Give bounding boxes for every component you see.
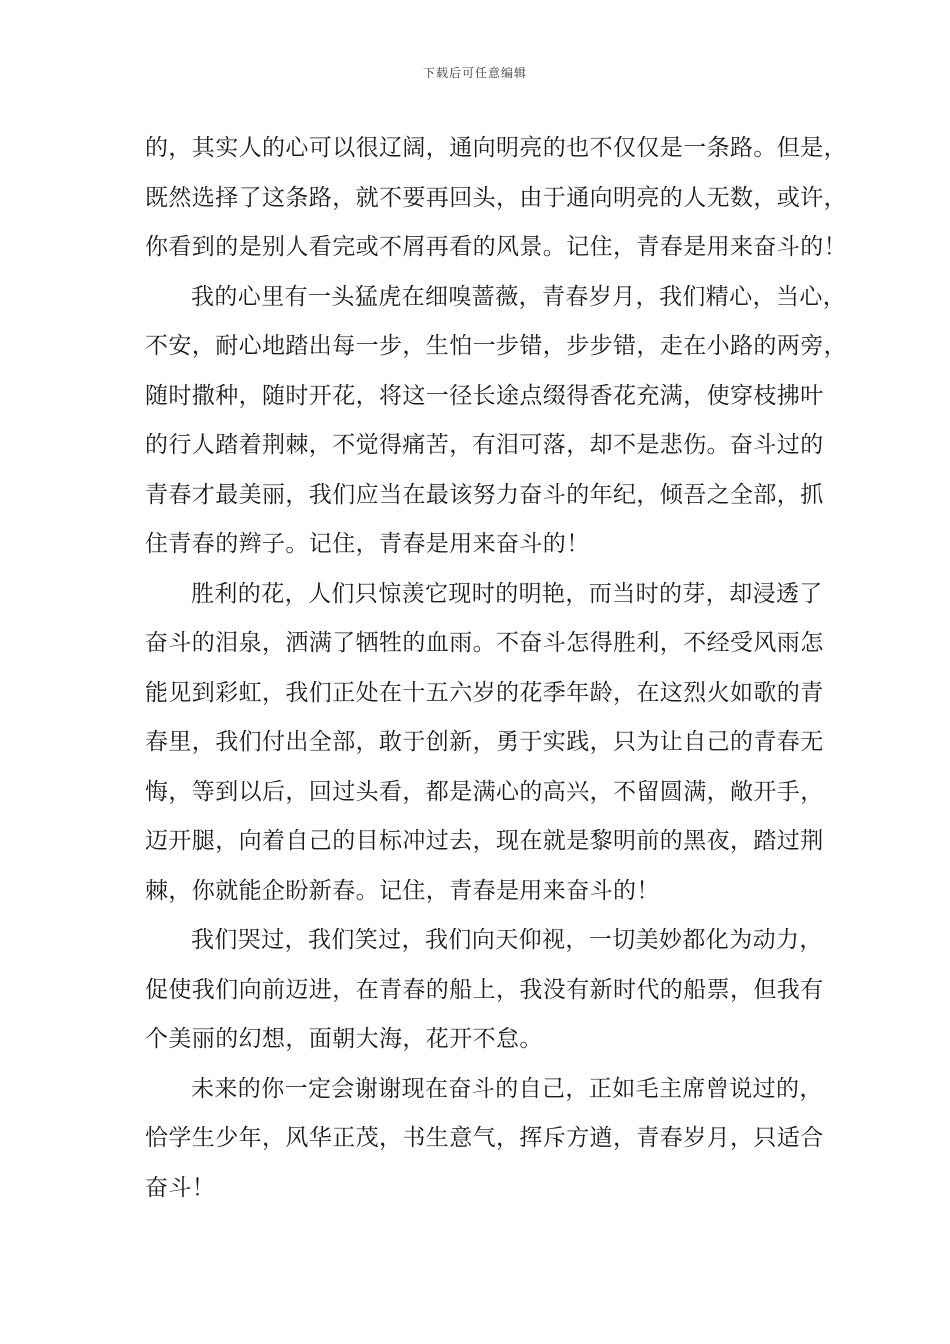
text-line: 随时撒种，随时开花，将这一径长途点缀得香花充满，使穿枝拂叶 [145, 382, 824, 409]
text-line: 青春才最美丽，我们应当在最该努力奋斗的年纪，倾吾之全部，抓 [145, 481, 824, 508]
text-line: 能见到彩虹，我们正处在十五六岁的花季年龄，在这烈火如歌的青 [145, 679, 824, 706]
paragraph-first-line: 未来的你一定会谢谢现在奋斗的自己，正如毛主席曾说过的， [191, 1075, 823, 1102]
text-line: 的，其实人的心可以很辽阔，通向明亮的也不仅仅是一条路。但是， [145, 135, 847, 161]
text-line: 奋斗！ [145, 1174, 216, 1201]
text-line: 棘，你就能企盼新春。记住，青春是用来奋斗的！ [145, 877, 660, 904]
text-line: 住青春的辫子。记住，青春是用来奋斗的！ [145, 531, 590, 557]
text-line: 恰学生少年，风华正茂，书生意气，挥斥方遒，青春岁月，只适合 [145, 1125, 824, 1151]
paragraph-first-line: 胜利的花，人们只惊羡它现时的明艳，而当时的芽，却浸透了 [191, 580, 823, 607]
text-line: 春里，我们付出全部，敢于创新，勇于实践，只为让自己的青春无 [145, 729, 824, 755]
text-line: 迈开腿，向着自己的目标冲过去，现在就是黎明前的黑夜，踏过荆 [145, 828, 824, 854]
text-line: 悔，等到以后，回过头看，都是满心的高兴，不留圆满，敞开手， [145, 778, 824, 805]
text-line: 不安，耐心地踏出每一步，生怕一步错，步步错，走在小路的两旁， [145, 333, 847, 359]
page-header: 下载后可任意编辑 [422, 66, 527, 80]
paragraph-first-line: 我们哭过，我们笑过，我们向天仰视，一切美妙都化为动力， [191, 927, 823, 953]
text-line: 既然选择了这条路，就不要再回头，由于通向明亮的人无数，或许， [145, 184, 847, 211]
text-line: 个美丽的幻想，面朝大海，花开不怠。 [145, 1026, 543, 1052]
paragraph-first-line: 我的心里有一头猛虎在细嗅蔷薇，青春岁月，我们精心，当心， [191, 283, 847, 310]
document-body [145, 124, 847, 1213]
text-line: 促使我们向前迈进，在青春的船上，我没有新时代的船票，但我有 [145, 976, 824, 1003]
text-line: 奋斗的泪泉，洒满了牺牲的血雨。不奋斗怎得胜利，不经受风雨怎 [145, 630, 824, 656]
text-line: 你看到的是别人看完或不屑再看的风景。记住，青春是用来奋斗的！ [145, 234, 847, 260]
text-line: 的行人踏着荆棘，不觉得痛苦，有泪可落，却不是悲伤。奋斗过的 [145, 432, 824, 458]
